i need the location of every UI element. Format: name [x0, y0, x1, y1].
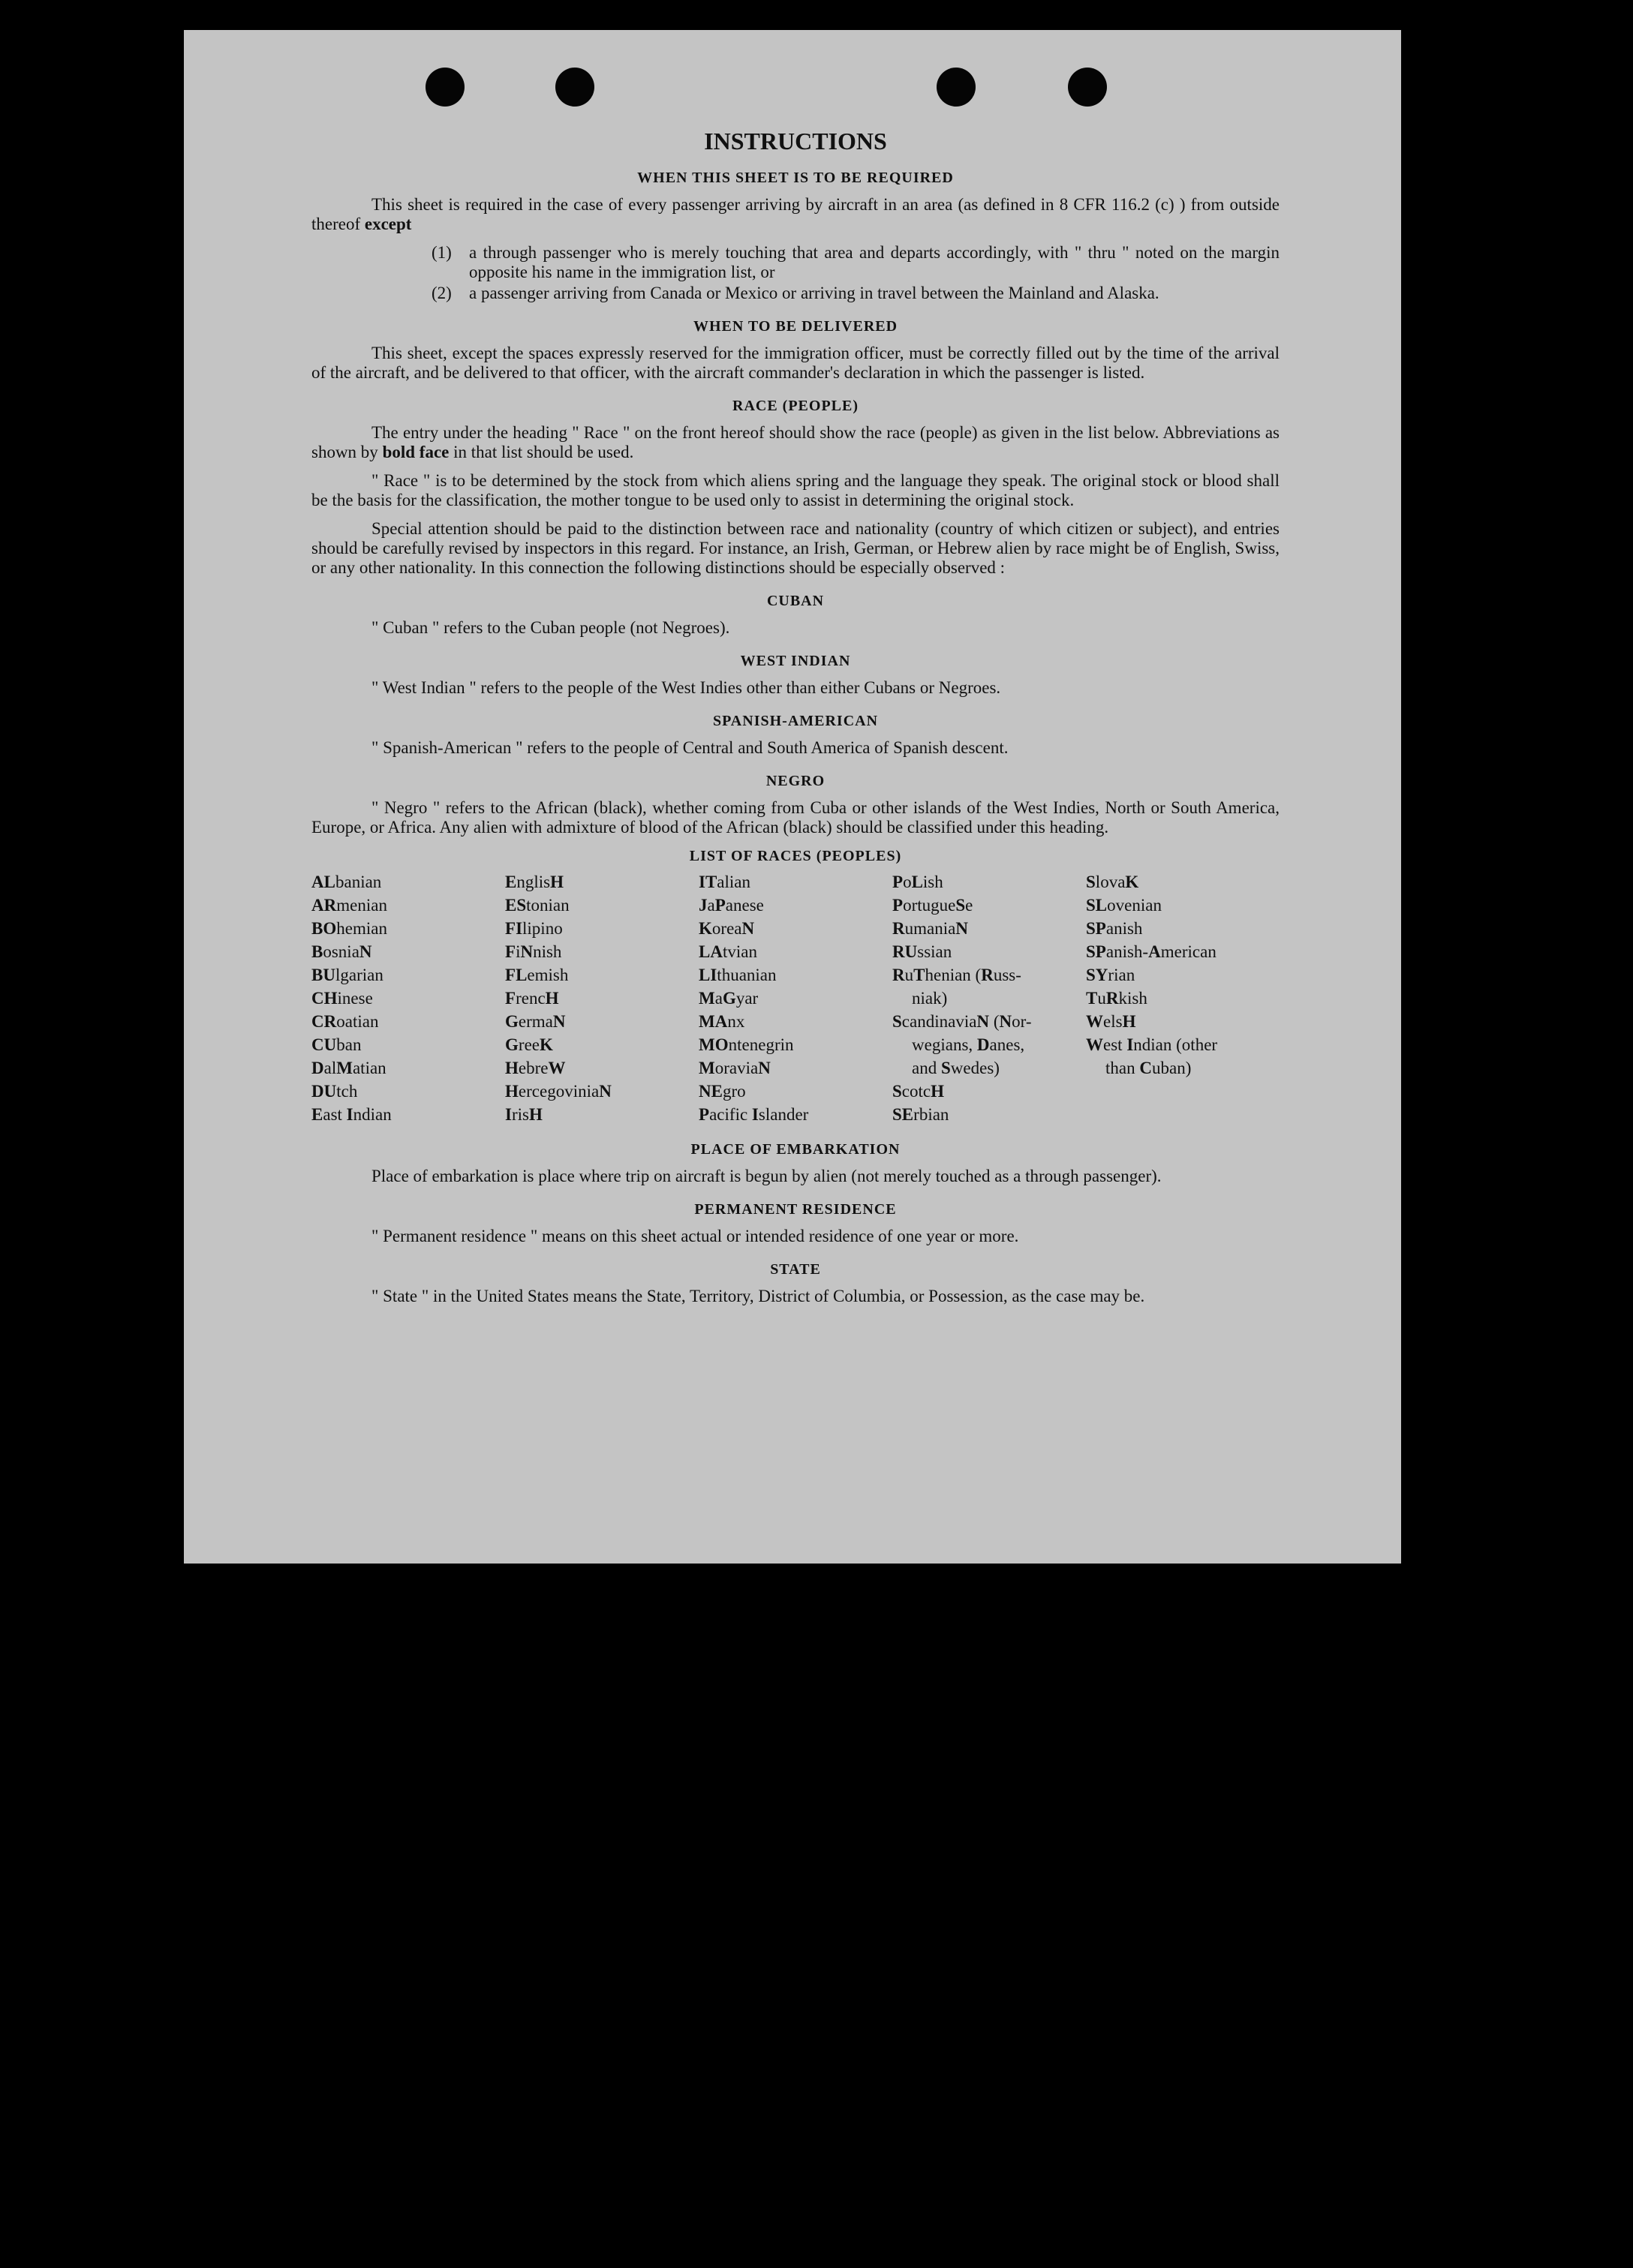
race-entry: SYrian [1086, 966, 1135, 984]
document-title: INSTRUCTIONS [704, 128, 887, 155]
races-column [311, 870, 505, 1126]
race-entry: CUban [311, 1035, 362, 1054]
race-entry: IrisH [505, 1105, 543, 1124]
race-entry: RuThenian (Russ- [892, 966, 1021, 984]
race-entry: than Cuban) [1105, 1059, 1192, 1077]
race-entry: ITalian [699, 873, 751, 891]
race-entry: SErbian [892, 1105, 949, 1124]
race-entry: BUlgarian [311, 966, 383, 984]
paragraph: " Permanent residence " means on this sheet actual or intended residence of one year or more. [371, 1227, 1019, 1245]
race-entry: LIthuanian [699, 966, 777, 984]
race-entry: RUssian [892, 942, 952, 961]
race-entry: SPanish [1086, 919, 1143, 938]
races-column [1086, 870, 1280, 1126]
race-entry: BOhemian [311, 919, 387, 938]
race-entry: MOntenegrin [699, 1035, 794, 1054]
punch-hole [1068, 68, 1107, 107]
race-entry: NEgro [699, 1082, 746, 1101]
document-sheet [184, 30, 1401, 1564]
paragraph: " Race " is to be determined by the stock from which aliens spring and the language they speak. The original stock or blood shall be the basis for the classification, the mother tongue to be used only to assist in determining the original stock. [311, 471, 1280, 509]
paragraph: " State " in the United States means the State, Territory, District of Columbia, or Possession, as the case may be. [371, 1287, 1145, 1305]
punch-hole [937, 68, 976, 107]
section-heading: PERMANENT RESIDENCE [694, 1201, 897, 1218]
punch-hole [426, 68, 465, 107]
section-heading: RACE (PEOPLE) [732, 398, 859, 414]
race-entry: ARmenian [311, 896, 387, 915]
race-entry: GreeK [505, 1035, 553, 1054]
race-entry: SlovaK [1086, 873, 1139, 891]
race-entry: BosniaN [311, 942, 372, 961]
races-column [892, 870, 1086, 1126]
race-entry: HebreW [505, 1059, 566, 1077]
race-entry: JaPanese [699, 896, 764, 915]
paragraph: Special attention should be paid to the distinction between race and nationality (country of which citizen or subject), and entries should be carefully revised by inspectors in this regard. For instance, an Irish, German, or Hebrew alien by race might be of English, Swiss, or any other nationality. In this connection the following distinctions should be especially observed : [311, 519, 1280, 577]
race-entry: niak) [912, 989, 948, 1008]
paragraph: " Cuban " refers to the Cuban people (not Negroes). [371, 618, 730, 637]
list-item: (1) a through passenger who is merely touching that area and departs accordingly, with " thru " noted on the margin opposite his name in the immigration list, or [432, 243, 1280, 281]
race-entry: DalMatian [311, 1059, 386, 1077]
paragraph: " Negro " refers to the African (black), whether coming from Cuba or other islands of the West Indies, North or South America, Europe, or Africa. Any alien with admixture of blood of the African (black) should be classified under this heading. [311, 798, 1280, 837]
race-entry: FiNnish [505, 942, 562, 961]
section-heading: STATE [770, 1261, 821, 1278]
race-entry: PoLish [892, 873, 943, 891]
section-heading: PLACE OF EMBARKATION [690, 1141, 901, 1158]
race-entry: SPanish-American [1086, 942, 1216, 961]
section-heading: WEST INDIAN [740, 653, 851, 669]
race-entry: WelsH [1086, 1012, 1136, 1031]
race-entry: Pacific Islander [699, 1105, 809, 1124]
race-entry: FIlipino [505, 919, 563, 938]
race-entry: EStonian [505, 896, 570, 915]
section-heading: LIST OF RACES (PEOPLES) [689, 848, 902, 864]
race-entry: East Indian [311, 1105, 392, 1124]
race-entry: ScandinaviaN (Nor- [892, 1012, 1032, 1031]
race-entry: MAnx [699, 1012, 745, 1031]
races-list [311, 870, 1280, 1126]
race-entry: ALbanian [311, 873, 382, 891]
race-entry: GermaN [505, 1012, 566, 1031]
race-entry: LAtvian [699, 942, 757, 961]
race-entry: CRoatian [311, 1012, 379, 1031]
race-entry: FLemish [505, 966, 569, 984]
paragraph: " Spanish-American " refers to the people of Central and South America of Spanish descent. [371, 738, 1009, 757]
instructions-content [311, 128, 1280, 1315]
section-heading: NEGRO [765, 773, 826, 789]
paragraph: The entry under the heading " Race " on the front hereof should show the race (people) as given in the list below. Abbreviations as shown by bold face in that list should be used. [311, 423, 1280, 461]
race-entry: and Swedes) [912, 1059, 1000, 1077]
race-entry: RumaniaN [892, 919, 968, 938]
list-item: (2) a passenger arriving from Canada or Mexico or arriving in travel between the Mainland and Alaska. [432, 284, 1159, 302]
paragraph: " West Indian " refers to the people of the West Indies other than either Cubans or Negroes. [371, 678, 1001, 697]
paragraph: This sheet, except the spaces expressly reserved for the immigration officer, must be correctly filled out by the time of the arrival of the aircraft, and be delivered to that officer, with the aircraft commander's declaration in which the passenger is listed. [311, 344, 1280, 382]
paragraph: This sheet is required in the case of every passenger arriving by aircraft in an area (as defined in 8 CFR 116.2 (c) ) from outside thereof except [311, 195, 1280, 233]
section-heading: WHEN TO BE DELIVERED [693, 318, 898, 335]
section-heading: WHEN THIS SHEET IS TO BE REQUIRED [637, 170, 954, 186]
section-heading: SPANISH-AMERICAN [712, 713, 879, 729]
race-entry: MaGyar [699, 989, 759, 1008]
race-entry: West Indian (other [1086, 1035, 1218, 1054]
race-entry: CHinese [311, 989, 373, 1008]
section-heading: CUBAN [766, 593, 825, 609]
race-entry: wegians, Danes, [912, 1035, 1025, 1054]
race-entry: KoreaN [699, 919, 755, 938]
race-entry: MoraviaN [699, 1059, 771, 1077]
paragraph: Place of embarkation is place where trip on aircraft is begun by alien (not merely touched as a through passenger). [371, 1167, 1162, 1185]
race-entry: ScotcH [892, 1082, 945, 1101]
race-entry: FrencH [505, 989, 559, 1008]
punch-hole [555, 68, 594, 107]
race-entry: DUtch [311, 1082, 358, 1101]
race-entry: HercegoviniaN [505, 1082, 612, 1101]
race-entry: SLovenian [1086, 896, 1162, 915]
race-entry: TuRkish [1086, 989, 1147, 1008]
races-column [505, 870, 699, 1126]
race-entry: EnglisH [505, 873, 564, 891]
race-entry: PortugueSe [892, 896, 973, 915]
races-column [699, 870, 892, 1126]
